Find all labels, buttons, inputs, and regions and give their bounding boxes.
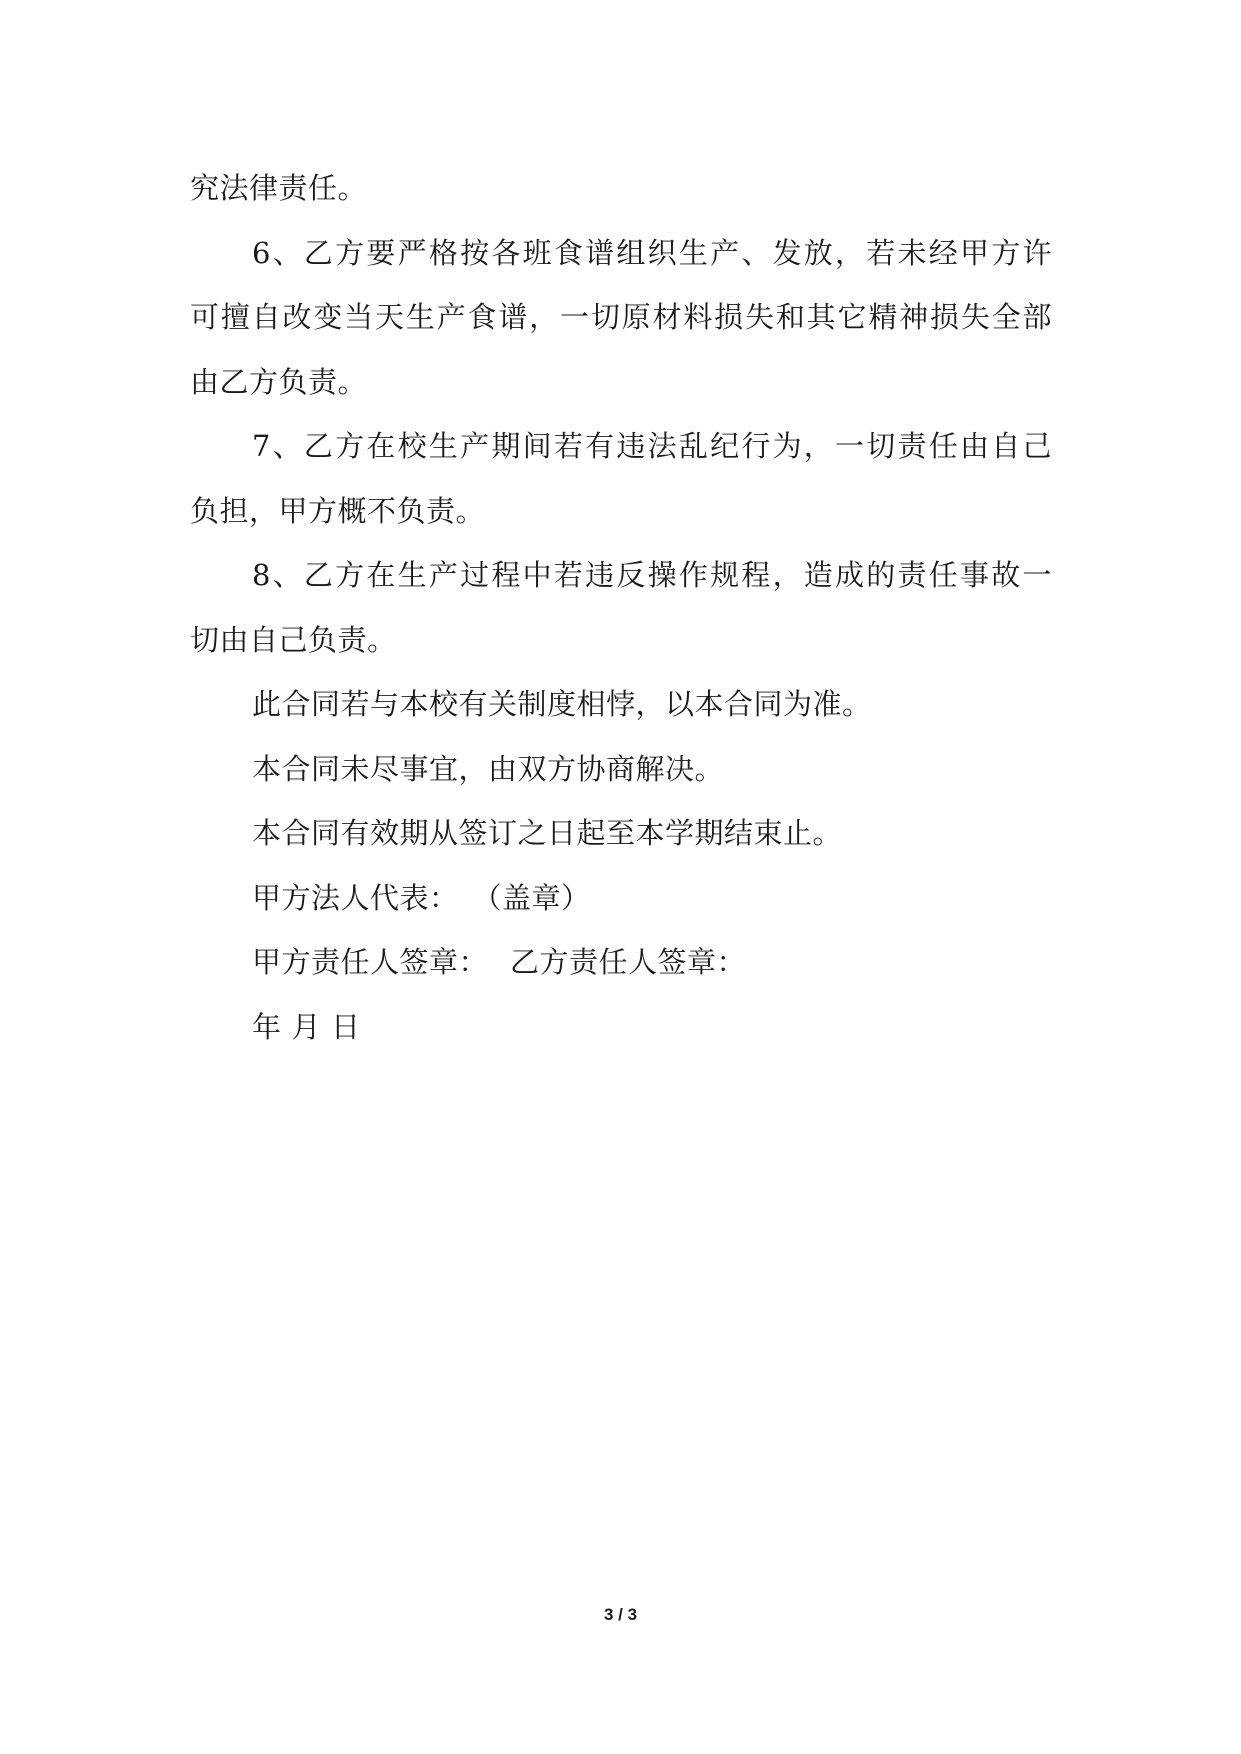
legal-representative-label: 甲方法人代表： [252,880,459,915]
document-body [190,156,1052,1059]
paragraph-line: 8、乙方在生产过程中若违反操作规程，造成的责任事故一 [252,558,1052,592]
seal-label: （盖章） [472,880,591,915]
paragraph-line: 7、乙方在校生产期间若有违法乱纪行为，一切责任由自己 [252,429,1052,463]
paragraph-line: 此合同若与本校有关制度相悖，以本合同为准。 [252,687,872,721]
signer-line [190,930,1052,995]
date-line [190,995,1052,1060]
page-number: 3 / 3 [603,1605,638,1624]
paragraph-line: 可擅自改变当天生产食谱，一切原材料损失和其它精神损失全部 [190,300,1052,334]
paragraph-line: 负担，甲方概不负责。 [190,493,486,528]
paragraph-line: 本合同未尽事宜，由双方协商解决。 [252,751,725,786]
paragraph-line: 由乙方负责。 [190,364,368,399]
paragraph-line: 6、乙方要严格按各班食谱组织生产、发放，若未经甲方许 [252,235,1052,270]
day-label: 日 [331,1009,361,1044]
paragraph-line: 究法律责任。 [190,171,368,205]
paragraph-line: 切由自己负责。 [190,622,397,657]
legal-representative-line [190,866,1052,931]
year-label: 年 [252,1009,282,1044]
paragraph-line: 本合同有效期从签订之日起至本学期结束止。 [252,816,843,850]
party-a-signer-label: 甲方责任人签章： [252,945,489,979]
party-b-signer-label: 乙方责任人签章： [510,945,747,979]
month-label: 月 [291,1009,322,1044]
